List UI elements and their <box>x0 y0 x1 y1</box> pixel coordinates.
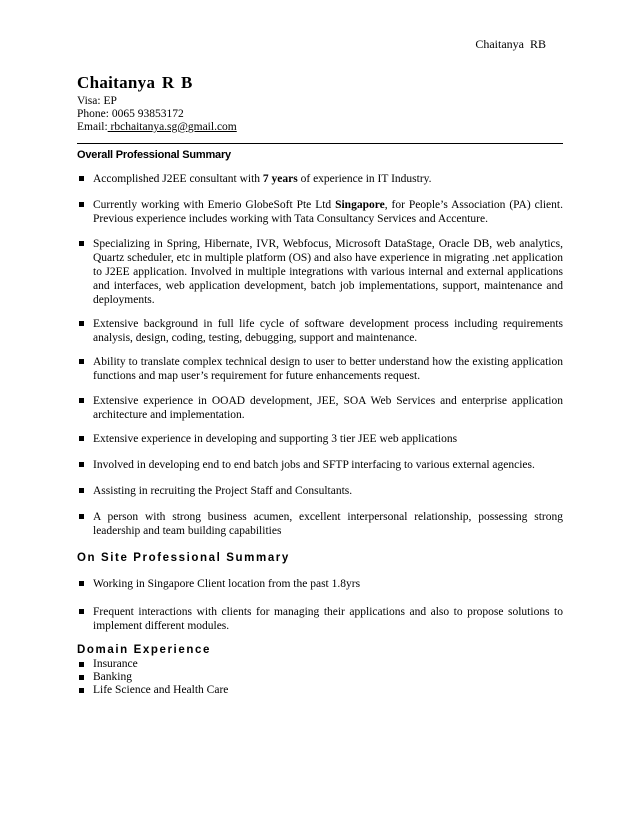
list-item: Extensive background in full life cycle of software development process including requirements analysis, design, coding, testing, debugging, support and maintenance. <box>77 317 563 345</box>
list-item: Specializing in Spring, Hibernate, IVR, Webfocus, Microsoft DataStage, Oracle DB, web analytics, Quartz scheduler, etc in multiple platform (OS) and also have experience in migrating .net application to J2EE application. Involved in multiple integrations with various internal and external applications and interfaces, web application development, batch job implementations, support, maintenance and deployments. <box>77 237 563 307</box>
onsite-summary-title: On Site Professional Summary <box>77 552 290 564</box>
list-item: Assisting in recruiting the Project Staff and Consultants. <box>77 484 563 498</box>
bullet-icon <box>79 462 84 467</box>
header-divider <box>77 143 563 144</box>
list-item: Banking <box>77 671 563 684</box>
bullet-icon <box>79 662 84 667</box>
list-item: A person with strong business acumen, excellent interpersonal relationship, possessing strong leadership and team building capabilities <box>77 510 563 538</box>
domain-experience-title: Domain Experience <box>77 644 211 656</box>
list-item: Working in Singapore Client location from the past 1.8yrs <box>77 577 563 591</box>
bullet-icon <box>79 202 84 207</box>
email-line <box>77 121 237 134</box>
page-header-name: Chaitanya RB <box>475 37 546 51</box>
bullet-icon <box>79 675 84 680</box>
list-item: Currently working with Emerio GlobeSoft Pte Ltd Singapore, for People’s Association (PA) client. Previous experience includes working with Tata Consultancy Services and Accenture. <box>77 198 563 226</box>
bullet-icon <box>79 176 84 181</box>
email-label: Email: <box>77 121 108 133</box>
visa-line: Visa: EP <box>77 95 117 107</box>
list-item: Extensive experience in developing and supporting 3 tier JEE web applications <box>77 432 563 446</box>
bullet-icon <box>79 241 84 246</box>
bullet-icon <box>79 321 84 326</box>
bullet-icon <box>79 488 84 493</box>
list-item: Extensive experience in OOAD development, JEE, SOA Web Services and enterprise application architecture and implementation. <box>77 394 563 422</box>
bullet-icon <box>79 581 84 586</box>
candidate-name: Chaitanya R B <box>77 73 193 92</box>
email-link[interactable] <box>108 121 237 133</box>
list-item: Ability to translate complex technical design to user to better understand how the existing application functions and map user’s requirement for future enhancements request. <box>77 355 563 383</box>
email-address: rbchaitanya.sg@gmail.com <box>110 121 237 133</box>
bullet-icon <box>79 398 84 403</box>
phone-line: Phone: 0065 93853172 <box>77 108 184 120</box>
list-item: Insurance <box>77 658 563 671</box>
bullet-icon <box>79 688 84 693</box>
list-item: Frequent interactions with clients for managing their applications and also to propose solutions to implement different modules. <box>77 605 563 633</box>
bullet-icon <box>79 609 84 614</box>
list-item: Accomplished J2EE consultant with 7 years of experience in IT Industry. <box>77 172 563 186</box>
bullet-icon <box>79 514 84 519</box>
list-item: Life Science and Health Care <box>77 684 563 697</box>
list-item: Involved in developing end to end batch jobs and SFTP interfacing to various external agencies. <box>77 458 563 472</box>
bullet-icon <box>79 359 84 364</box>
overall-summary-title: Overall Professional Summary <box>77 149 231 161</box>
bullet-icon <box>79 436 84 441</box>
